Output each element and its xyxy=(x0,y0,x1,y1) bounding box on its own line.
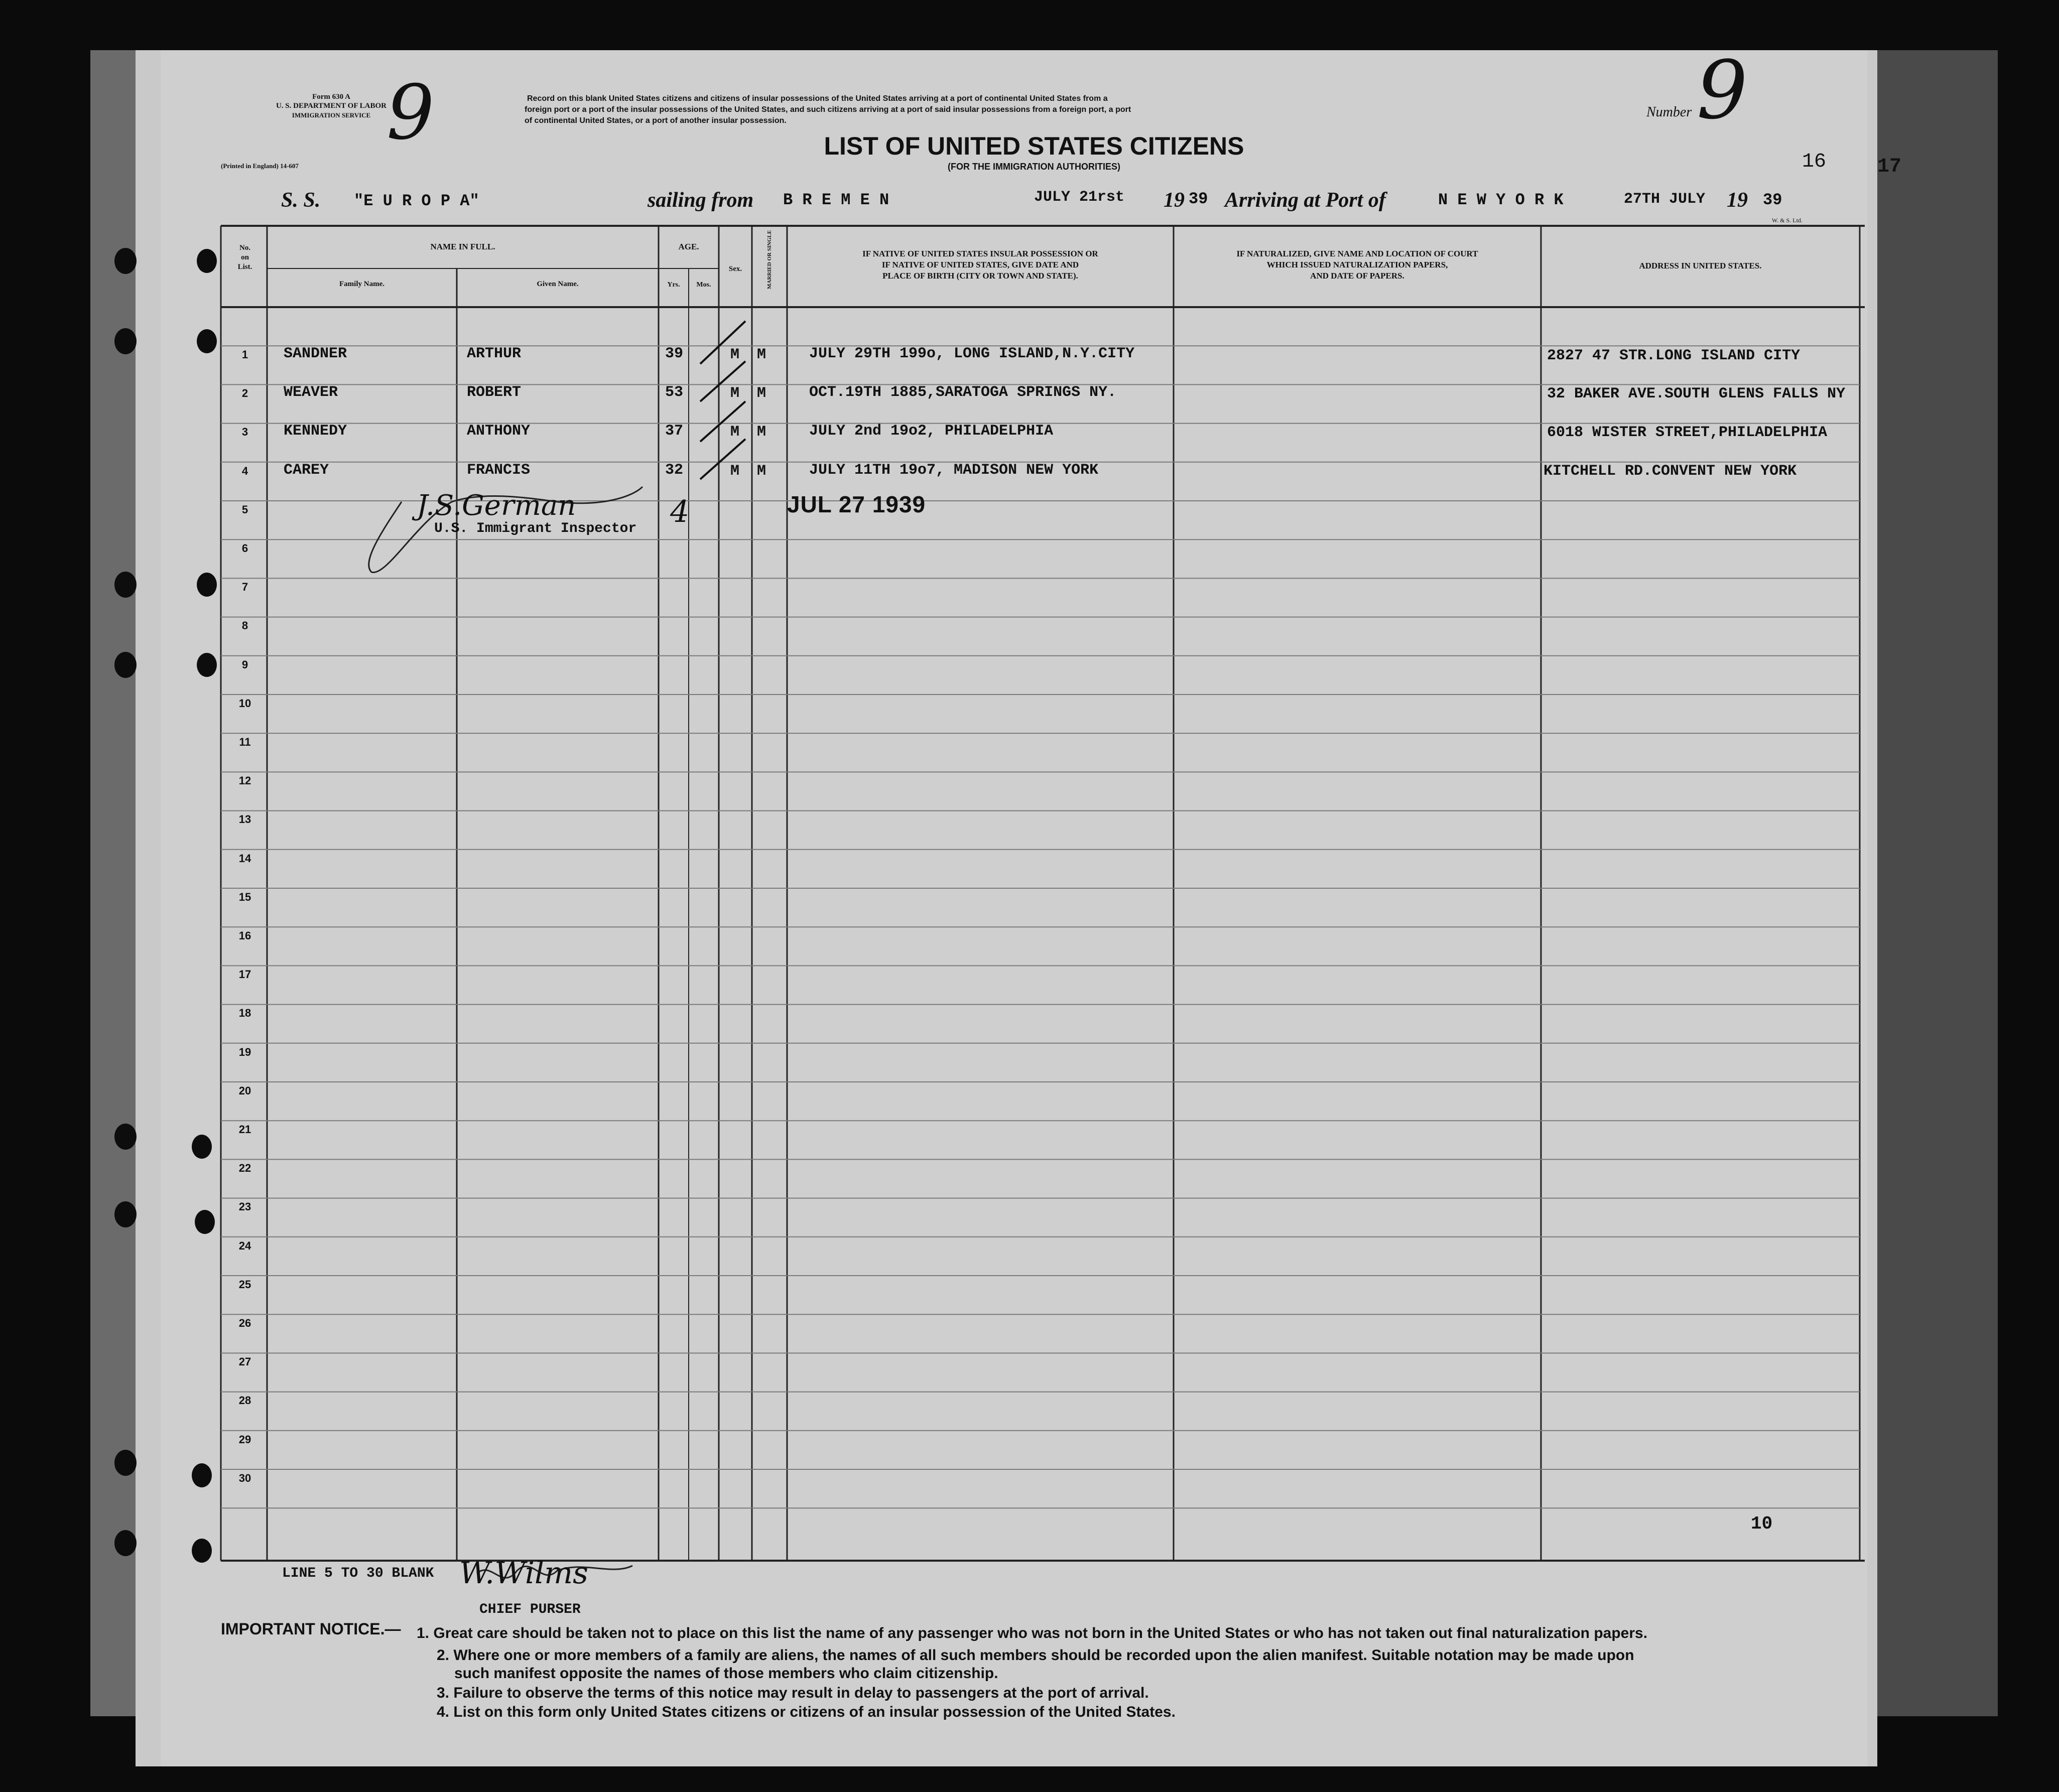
given-name-cell: ANTHONY xyxy=(467,423,531,440)
birth-cell: JULY 2nd 19o2, PHILADELPHIA xyxy=(809,423,1054,440)
purser-signature: W.Wilms xyxy=(459,1556,588,1591)
important-notice-label: IMPORTANT NOTICE.— xyxy=(221,1620,401,1638)
departure-year-suffix: 39 xyxy=(1189,190,1208,208)
family-name-cell: WEAVER xyxy=(284,384,338,401)
page-number-17: 17 xyxy=(1877,156,1902,178)
arrival-year-suffix: 39 xyxy=(1763,191,1782,209)
sex-cell: M xyxy=(730,463,740,480)
address-cell: KITCHELL RD.CONVENT NEW YORK xyxy=(1543,463,1797,480)
page-title: LIST OF UNITED STATES CITIZENS xyxy=(824,132,1244,160)
arrival-date: 27TH JULY xyxy=(1624,191,1706,208)
given-name-cell: ARTHUR xyxy=(467,345,522,362)
row-number: 10 xyxy=(238,697,251,710)
header-no-line-3: List. xyxy=(237,263,252,271)
blank-lines-note: LINE 5 TO 30 BLANK xyxy=(282,1566,434,1581)
notice-item-2: 2. Where one or more members of a family are aliens, the names of all such members should be recorded upon the alien manifest. Suitable notation may be made upon xyxy=(437,1647,1634,1664)
age-note: 4 xyxy=(670,494,690,529)
form-number: Form 630 A xyxy=(312,93,350,101)
arrival-year-prefix: 19 xyxy=(1727,189,1748,212)
row-number: 4 xyxy=(241,464,248,477)
row-number: 27 xyxy=(238,1355,251,1368)
header-birth-line-1: IF NATIVE OF UNITED STATES INSULAR POSSESSION OR xyxy=(862,249,1098,258)
age-years-cell: 32 xyxy=(665,462,684,479)
header-nat-line-3: AND DATE OF PAPERS. xyxy=(1310,271,1404,281)
birth-cell: JULY 11TH 19o7, MADISON NEW YORK xyxy=(809,462,1099,479)
marital-status-cell: M xyxy=(757,385,766,402)
row-number: 23 xyxy=(238,1200,251,1213)
header-sex: Sex. xyxy=(728,265,742,273)
family-name-cell: CAREY xyxy=(284,462,329,479)
inspector-signature: J.S.German xyxy=(417,489,576,522)
sex-cell: M xyxy=(730,346,740,363)
handwritten-number-left: 9 xyxy=(387,69,435,157)
header-no-line-2: on xyxy=(241,253,249,261)
row-number: 14 xyxy=(238,852,251,865)
row-number: 20 xyxy=(238,1084,251,1097)
marital-status-cell: M xyxy=(757,346,766,363)
record-instruction-1: Record on this blank United States citizens and citizens of insular possessions of the United States arriving at a port of continental United States from a xyxy=(527,94,1108,103)
row-number: 1 xyxy=(241,348,248,361)
inspector-title: U.S. Immigrant Inspector xyxy=(434,521,637,536)
record-instruction-3: of continental United States, or a port of another insular possession. xyxy=(525,116,787,125)
notice-item-2-continued: such manifest opposite the names of those members who claim citizenship. xyxy=(454,1665,998,1682)
header-name-in-full: NAME IN FULL. xyxy=(430,242,495,251)
arrival-port: N E W Y O R K xyxy=(1438,191,1564,209)
row-number: 25 xyxy=(238,1278,251,1291)
department-label: U. S. DEPARTMENT OF LABOR xyxy=(276,102,387,110)
row-number: 16 xyxy=(238,929,251,942)
marital-status-cell: M xyxy=(757,424,766,441)
number-label: Number xyxy=(1646,104,1692,120)
page-number-16: 16 xyxy=(1802,151,1827,173)
row-number: 19 xyxy=(238,1045,251,1058)
age-years-cell: 53 xyxy=(665,384,684,401)
row-number: 13 xyxy=(238,813,251,826)
ship-name: "E U R O P A" xyxy=(354,192,479,210)
row-number: 11 xyxy=(239,736,251,748)
departure-port: B R E M E N xyxy=(783,191,889,209)
header-naturalized xyxy=(1174,248,1541,282)
row-number: 21 xyxy=(238,1123,251,1136)
birth-cell: OCT.19TH 1885,SARATOGA SPRINGS NY. xyxy=(809,384,1117,401)
notice-item-4: 4. List on this form only United States citizens or citizens of an insular possession of the United States. xyxy=(437,1704,1176,1720)
address-cell: 6018 WISTER STREET,PHILADELPHIA xyxy=(1547,424,1828,441)
row-number: 22 xyxy=(238,1162,251,1175)
address-cell: 32 BAKER AVE.SOUTH GLENS FALLS NY xyxy=(1547,385,1846,402)
header-nat-line-2: WHICH ISSUED NATURALIZATION PAPERS, xyxy=(1266,260,1448,269)
row-number: 29 xyxy=(238,1433,251,1446)
departure-date: JULY 21rst xyxy=(1034,189,1125,206)
row-number: 12 xyxy=(238,774,251,787)
row-number: 26 xyxy=(238,1317,251,1329)
age-years-cell: 39 xyxy=(665,345,684,362)
departure-year-prefix: 19 xyxy=(1164,189,1185,212)
given-name-cell: FRANCIS xyxy=(467,462,531,479)
row-number: 7 xyxy=(241,581,248,594)
header-nat-line-1: IF NATURALIZED, GIVE NAME AND LOCATION OF COURT xyxy=(1236,249,1478,258)
row-number: 30 xyxy=(238,1471,251,1484)
header-given-name: Given Name. xyxy=(537,280,579,288)
date-stamp: JUL 27 1939 xyxy=(787,491,926,517)
handwritten-number-right: 9 xyxy=(1697,43,1748,137)
header-age: AGE. xyxy=(678,242,699,251)
sex-cell: M xyxy=(730,424,740,441)
header-age-mos: Mos. xyxy=(696,281,711,289)
family-name-cell: SANDNER xyxy=(284,345,347,362)
age-years-cell: 37 xyxy=(665,423,684,440)
header-married-single: MARRIED OR SINGLE xyxy=(766,230,773,289)
header-no-on-list xyxy=(225,243,265,272)
header-birth xyxy=(787,248,1174,282)
header-no-line-1: No. xyxy=(239,244,251,252)
service-label: IMMIGRATION SERVICE xyxy=(292,111,371,119)
family-name-cell: KENNEDY xyxy=(284,423,347,440)
tally-number: 10 xyxy=(1751,1513,1773,1534)
page-subtitle: (FOR THE IMMIGRATION AUTHORITIES) xyxy=(948,162,1120,172)
row-number: 9 xyxy=(241,658,248,671)
row-number: 5 xyxy=(241,503,248,516)
birth-cell: JULY 29TH 199o, LONG ISLAND,N.Y.CITY xyxy=(809,345,1135,362)
arriving-at-label: Arriving at Port of xyxy=(1225,189,1386,212)
printed-note: (Printed in England) 14-607 xyxy=(221,162,299,170)
header-address: ADDRESS IN UNITED STATES. xyxy=(1639,261,1762,270)
purser-title: CHIEF PURSER xyxy=(479,1602,581,1617)
row-number: 28 xyxy=(238,1394,251,1407)
row-number: 2 xyxy=(241,387,248,400)
printer-mark: W. & S. Ltd. xyxy=(1772,217,1803,224)
sex-cell: M xyxy=(730,385,740,402)
header-family-name: Family Name. xyxy=(339,280,384,288)
given-name-cell: ROBERT xyxy=(467,384,522,401)
header-birth-line-3: PLACE OF BIRTH (CITY OR TOWN AND STATE). xyxy=(882,271,1078,281)
row-number: 24 xyxy=(238,1239,251,1252)
header-age-yrs: Yrs. xyxy=(667,281,680,289)
row-number: 18 xyxy=(238,1007,251,1020)
notice-item-3: 3. Failure to observe the terms of this notice may result in delay to passengers at the port of arrival. xyxy=(437,1685,1149,1701)
address-cell: 2827 47 STR.LONG ISLAND CITY xyxy=(1547,347,1800,364)
row-number: 3 xyxy=(241,426,248,439)
row-number: 6 xyxy=(241,542,248,555)
header-birth-line-2: IF NATIVE OF UNITED STATES, GIVE DATE AND xyxy=(881,260,1079,269)
row-number: 8 xyxy=(241,619,248,632)
notice-item-1: 1. Great care should be taken not to place on this list the name of any passenger who was not born in the United States or who has not taken out final naturalization papers. xyxy=(417,1625,1648,1641)
ss-label: S. S. xyxy=(281,189,321,212)
row-number: 15 xyxy=(238,890,251,903)
row-number: 17 xyxy=(238,968,251,981)
record-instruction-2: foreign port or a port of the insular possessions of the United States, and such citizens arriving at a port of said insular possessions from a foreign port, a port xyxy=(525,105,1131,114)
marital-status-cell: M xyxy=(757,463,766,480)
sailing-from-label: sailing from xyxy=(648,189,754,212)
